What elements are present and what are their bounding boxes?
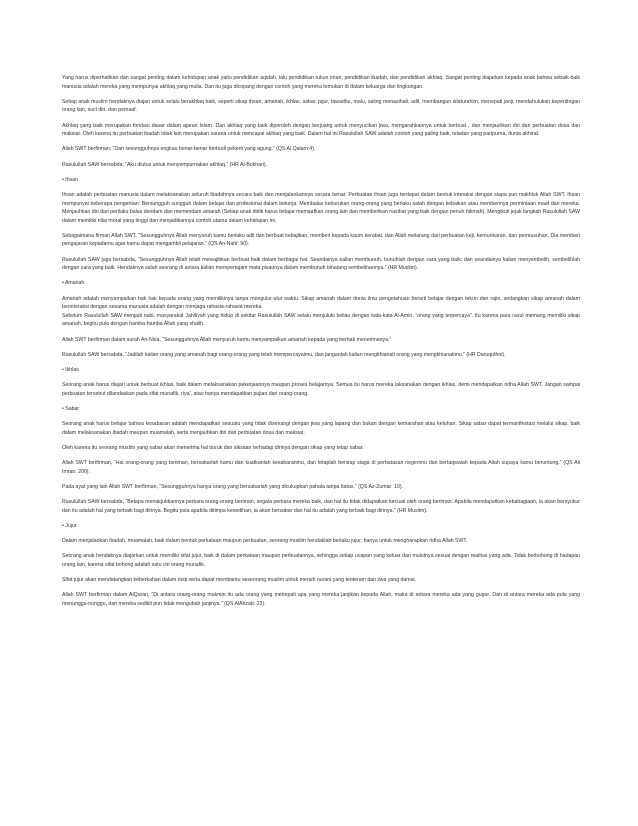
heading-jujur: • Jujur bbox=[62, 522, 77, 529]
paragraph-alamin: Sebelum Rasulullah SAW menjadi nabi, masyarakat Jahiliyah yang hidup di sekitar Rasulullah SAW selalu menjuluki beliau dengan kata-kata Al-Amin, “orang yang terpercaya”. Itu karena para rasul memang memiliki sikap amanah, begitu pula dengan hamba-hamba Allah yang shalih. bbox=[62, 312, 580, 328]
paragraph-ihsan: Ihsan adalah perbuatan manusia dalam melaksanakan seluruh ibadahnya secara baik dan menjalankannya secara benar. Perbuatan ihsan juga terdapat dalam bentuk interaksi dengan siapa pun makhluk Allah SWT. Ihsan mempunyai beberapa pengertian: Bersungguh sungguh dalam belajar dan profesional dalam bekerja. Membalas keburukan orang-orang yang berlaku salah dengan kebaikan atau memberinya permintaan maaf dari mereka. Menjauhkan diri dari perilaku balas dendam dan memendam amarah (Setiap anak didik harus belajar memaafkan orang lain dan memberikan nasihat yang baik dengan penuh hikmah). Mengikuti jejak langkah Rasulullah SAW dalam memiliki nilai moral yang tinggi dan menjadikannya contoh utama dalam kehidupan ini. bbox=[62, 191, 580, 224]
paragraph-hadith-sabar: Rasulullah SAW bersabda, “Betapa menakjubkannya perkara orang-orang beriman, segala perkara mereka baik, dan hal itu tidak didapatkan kecuali oleh orang beriman. Apabila mendapatkan kebahagiaan, ia akan bersyukur dan itu adalah hal yang terbaik bagi dirinya. Begitu pula apabila ditimpa kesedihan, ia akan bersabar dan hal itu adalah yang terbaik bagi dirinya.” (HR Muslim). bbox=[62, 499, 580, 514]
paragraph-akhlaq-fondasi: Akhlaq yang baik merupakan fondasi dasar dalam ajaran Islam. Dan akhlaq yang baik diperoleh dengan berjuang untuk menyucikan jiwa, mengarahkannya untuk berbuat , dan menjauhkan diri dari perbuatan dosa dan maksiat. Oleh karena itu perbuatan ibadah tidak lain merupakan sarana untuk mencapai akhlaq yang baik. Dalam hal ini Rasulullah SAW adalah contoh yang paling baik, teladan yang paripurna, dunia akhirat. bbox=[62, 122, 580, 138]
document-page bbox=[62, 74, 580, 615]
paragraph-quote-alqalam: Allah SWT berfirman; “Dan sesungguhnya engkau benar-benar berbudi pekerti yang agung.” (QS Al Qalam:4). bbox=[62, 146, 316, 153]
paragraph-quote-annahl: Sebagaimana firman Allah SWT, “Sesungguhnya Allah menyuruh kamu berlaku adil dan berbuat kebajikan, memberi kepada kaum kerabat, dan Allah melarang dari perbuatan keji, kemunkaran, dan permusuhan. Dia memberi pengajaran kepadamu agar kamu dapat mengambil pelajaran.” (QS An-Nahl: 90). bbox=[62, 232, 580, 248]
heading-ihsan: • Ihsan bbox=[62, 176, 78, 183]
paragraph-jujur: Dalam menjalankan ibadah, muamalah, baik dalam bentuk perkataan maupun perbuatan, seorang muslim hendaklah berlaku jujur, hanya untuk mengharapkan ridha Allah SWT. bbox=[62, 538, 468, 545]
heading-ikhlas: • Ikhlas bbox=[62, 366, 79, 373]
paragraph-ikhlas: Seorang anak harus diajari untuk berbuat ikhlas, baik dalam melaksanakan pekerjaannya maupun proses belajarnya. Semua itu harus mereka laksanakan dengan ikhlas, demi mendapatkan ridha Allah SWT. Jangan sampai perbuatan tersebut dilandaskan pada sifat munafik, riya’, atau hanya mendapatkan pujian dari orang-orang. bbox=[62, 382, 580, 397]
paragraph-hadith-amanah: Rasulullah SAW bersabda, “Jadilah kalian orang yang amanah bagi orang-orang yang telah mempercayaimu, dan janganlah kalian mengkhianati orang yang mengkhianatimu.” (HR Daruquthni). bbox=[62, 351, 506, 358]
paragraph-jujur-anak: Seorang anak hendaknya diajarkan untuk memiliki sifat jujur, baik di dalam perkataan maupun perbuatannya, sehingga setiap ucapan yang keluar dari mulutnya sesuai dengan realitas yang ada. Tidak berbohong di hadapan orang lain, karena sifat bohong adalah satu ciri orang munafik. bbox=[62, 553, 580, 568]
paragraph-sabar-siksaan: Oleh karena itu seorang muslim yang sabar akan menerima hal buruk dan siksaan terhadap dirinya dengan sikap yang tetap sabar. bbox=[62, 444, 364, 451]
paragraph-akhlaq-list: Setiap anak muslim hendaknya diajari untuk selalu berakhlaq baik, seperti sikap ihsan, amanah, ikhlas, sabar, jujur, tawadhu, malu, saling menasihati, adil, membangun silaturahim, menepati janji, mendahulukan kepentingan orang lain, suci diri, dan pemaaf. bbox=[62, 98, 580, 114]
paragraph-sabar: Seorang anak harus belajar bahwa kesabaran adalah mendapatkan sesuatu yang tidak disenangi dengan jiwa yang lapang dan bukan dengan kemarahan atau keluhan. Sikap sabar dapat termanifestasi melalui sikap, baik dalam melaksanakan ibadah maupun muamalah, serta menjauhkan diri dari perbuatan dosa dan maksiat. bbox=[62, 421, 580, 436]
paragraph-quote-azzumar: Pada ayat yang lain Allah SWT berfirman, “Sesungguhnya hanya orang yang bersabarlah yang dicukupkan pahala tanpa batas.” (QS Az-Zumar: 10). bbox=[62, 483, 404, 490]
paragraph-hadith-akhlaq: Rasulullah SAW bersabda; “Aku diutus untuk menyempurnakan akhlaq.” (HR Al-Bukhari). bbox=[62, 161, 268, 168]
paragraph-hadith-ihsan: Rasulullah SAW juga bersabda, “Sesungguhnya Allah telah mewajibkan berbuat baik dalam berbagai hal. Seandainya kalian membunuh, bunuhlah dengan cara yang baik; dan seandainya kalian menyembelih, sembelihlah dengan cara yang baik. Hendaknya salah seorang di antara kalian mempertajam mata pisaunya dalam membunuh binatang sembelihannya.” (HR Muslim). bbox=[62, 256, 580, 272]
paragraph-quote-annisa: Allah SWT berfirman dalam surah An-Nisa, “Sesungguhnya Allah menyuruh kamu menyampaikan amanah kepada yang berhak menerimanya.” bbox=[62, 336, 392, 343]
paragraph-jujur-rizqi: Sifat jujur akan mendatangkan keberkahan dalam rizqi serta dapat membantu seseorang muslim untuk meraih nurani yang tenteram dan jiwa yang damai. bbox=[62, 577, 417, 583]
paragraph-quote-aliimran: Allah SWT berfirman, “Hai orang-orang yang beriman, bersabarlah kamu dan kuatkanlah kesabaranmu, dan tetaplah bersiap siaga di perbatasan negerimu dan bertaqwalah kepada Allah supaya kamu beruntung.” (QS Ali Imran: 200). bbox=[62, 460, 580, 475]
heading-amanah: • Amanah bbox=[62, 280, 85, 287]
paragraph-intro: Yang harus diperhatikan dan sangat penting dalam kehidupan anak yaitu pendidikan aqidah, lalu pendidikan rukun iman, pendidikan ibadah, dan pendidikan akhlaq. Sangat penting diajarkan kepada anak bahwa sebaik-baik manusia adalah mereka yang mempunyai akhlaq yang mulia. Dan itu juga dicopang dengan contoh yang mereka temukan di dalam keluarga dan lingkungan. bbox=[62, 75, 580, 90]
heading-sabar: • Sabar bbox=[62, 405, 80, 412]
paragraph-quote-alahzab: Allah SWT berfirman dalam AlQuran, “Di antara orang-orang mukmin itu ada orang yang menepati apa yang mereka janjikan kepada Allah, maka di antara mereka ada yang gugur. Dan di antara mereka ada pula yang menunggu-nunggu, dan mereka sedikit pun tidak mengubah janjinya.” (QS AlAhzab: 23). bbox=[62, 592, 580, 607]
paragraph-amanah: Amanah adalah menyampaikan hak hak kepada orang yang memilikinya tanpa mengulur-ulur waktu. Sikap amanah dalam dunia ilmu pengetahuan berarti belajar dengan tekun dan rajin, sedangkan sikap amanah dalam berinteraksi dengan sesama manusia adalah dengan menjaga rahasia-rahasia mereka. bbox=[62, 295, 580, 311]
